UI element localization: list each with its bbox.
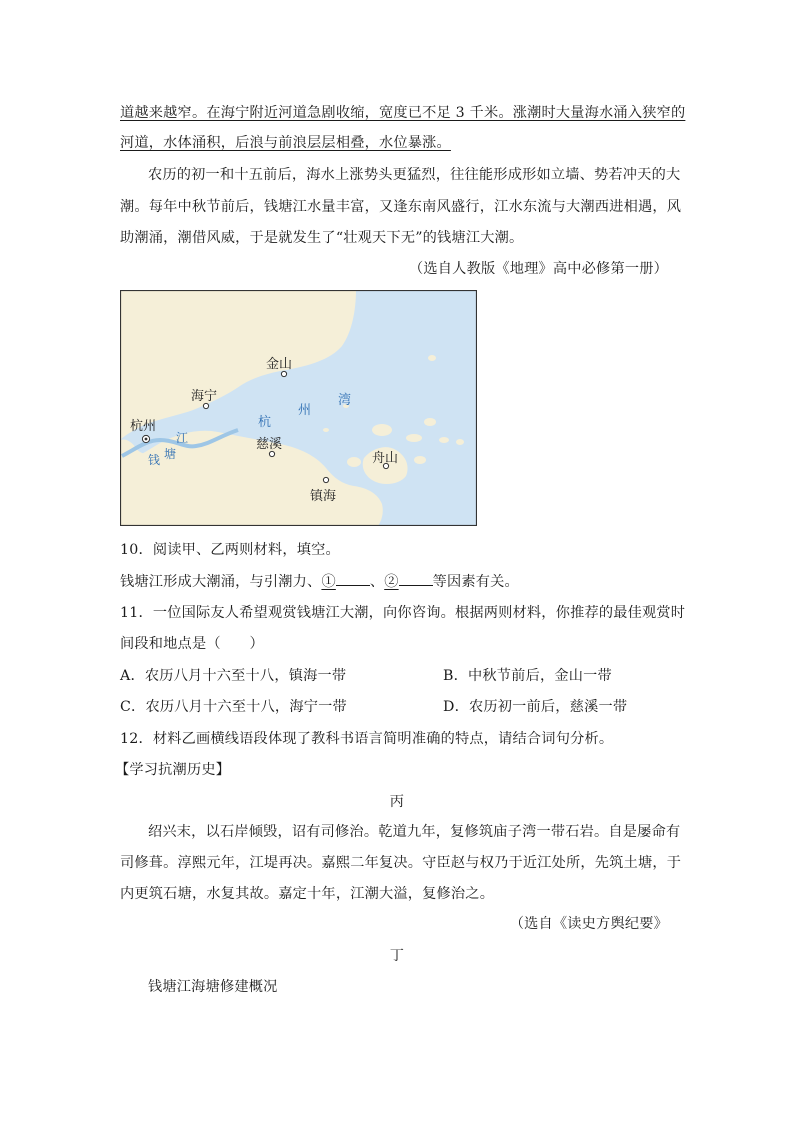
passage-source: （选自人教版《地理》高中必修第一册） bbox=[409, 261, 668, 277]
q11-line-1: 11．一位国际友人希望观赏钱塘江大潮，向你咨询。根据两则材料，你推荐的最佳观赏时 bbox=[120, 605, 686, 621]
map-island-6 bbox=[439, 437, 449, 443]
q11-option-b[interactable]: B．中秋节前后，金山一带 bbox=[443, 668, 612, 684]
map-label-tang: 塘 bbox=[164, 447, 177, 461]
map-label-cixi: 慈溪 bbox=[256, 437, 283, 452]
map-island-1 bbox=[347, 457, 361, 467]
map-label-zhoushan: 舟山 bbox=[372, 451, 399, 466]
material-ding-label: 丁 bbox=[389, 948, 405, 964]
q11-line-2: 间段和地点是（ ） bbox=[120, 636, 264, 652]
hangzhou-marker-inner bbox=[145, 438, 148, 441]
passage-line-1: 道越来越窄。在海宁附近河道急剧收缩，宽度已不足 3 千米。涨潮时大量海水涌入狭窄的 bbox=[120, 105, 686, 121]
map-label-jiang: 江 bbox=[176, 431, 189, 445]
q11-option-d[interactable]: D．农历初一前后，慈溪一带 bbox=[443, 699, 628, 715]
jinshan-marker bbox=[281, 371, 286, 376]
map-island-9 bbox=[323, 428, 329, 432]
map-label-wan: 湾 bbox=[338, 393, 352, 408]
map-island-2 bbox=[372, 424, 392, 436]
passage-line-5: 助潮涌，潮借风威，于是就发生了“壮观天下无”的钱塘江大潮。 bbox=[120, 230, 524, 246]
q10-blank-1[interactable] bbox=[336, 571, 370, 586]
q10-title: 10．阅读甲、乙两则材料，填空。 bbox=[120, 542, 340, 558]
q10-fill-line bbox=[120, 571, 519, 592]
map-label-jinshan: 金山 bbox=[266, 357, 293, 372]
map-island-4 bbox=[424, 418, 436, 426]
material-bing-label: 丙 bbox=[389, 794, 405, 810]
map-label-hangzhou: 杭州 bbox=[130, 419, 157, 434]
cixi-marker bbox=[269, 451, 274, 456]
passage-line-3: 农历的初一和十五前后，海水上涨势头更猛烈，往往能形成形如立墙、势若冲天的大 bbox=[148, 167, 681, 183]
map-island-5 bbox=[414, 456, 426, 464]
map-island-10 bbox=[456, 439, 464, 445]
bing-line-3: 内更筑石塘，水复其故。嘉定十年，江潮大溢，复修治之。 bbox=[120, 886, 495, 902]
q10-mark-1: ① bbox=[321, 574, 336, 590]
section-heading: 【学习抗潮历史】 bbox=[115, 762, 231, 778]
map-label-zhenhai: 镇海 bbox=[310, 489, 337, 504]
bing-source: （选自《读史方舆纪要》 bbox=[509, 916, 668, 932]
map-label-haining: 海宁 bbox=[191, 389, 218, 404]
ding-title: 钱塘江海塘修建概况 bbox=[148, 979, 278, 995]
q10-separator: 、 bbox=[369, 574, 385, 590]
passage-line-4: 潮。每年中秋节前后，钱塘江水量丰富，又逢东南风盛行，江水东流与大潮西进相遇，风 bbox=[120, 199, 682, 215]
map-label-zhou: 州 bbox=[298, 403, 312, 418]
map-island-7 bbox=[428, 355, 436, 361]
map-label-qian: 钱 bbox=[148, 453, 161, 467]
haining-marker bbox=[203, 403, 208, 408]
q10-mark-2: ② bbox=[384, 574, 399, 590]
q10-text-b: 等因素有关。 bbox=[432, 574, 519, 590]
q12-text: 12．材料乙画横线语段体现了教科书语言简明准确的特点，请结合词句分析。 bbox=[120, 731, 614, 747]
bing-line-1: 绍兴末，以石岸倾毁，诏有司修治。乾道九年，复修筑庙子湾一带石岩。自是屡命有 bbox=[148, 824, 681, 840]
hangzhou-bay-map bbox=[120, 290, 477, 526]
q10-blank-2[interactable] bbox=[399, 571, 433, 586]
map-label-hang: 杭 bbox=[258, 415, 272, 430]
q10-text-a: 钱塘江形成大潮涌，与引潮力、 bbox=[120, 574, 322, 590]
q11-option-c[interactable]: C．农历八月十六至十八，海宁一带 bbox=[120, 699, 347, 715]
bing-line-2: 司修葺。淳熙元年，江堤再决。嘉熙二年复决。守臣赵与权乃于近江处所，先筑土塘，于 bbox=[120, 855, 682, 871]
q11-option-a[interactable]: A．农历八月十六至十八，镇海一带 bbox=[120, 668, 347, 684]
zhenhai-marker bbox=[323, 477, 328, 482]
passage-line-2: 河道，水体涌积，后浪与前浪层层相叠，水位暴涨。 bbox=[120, 135, 451, 151]
map-island-3 bbox=[406, 434, 422, 442]
